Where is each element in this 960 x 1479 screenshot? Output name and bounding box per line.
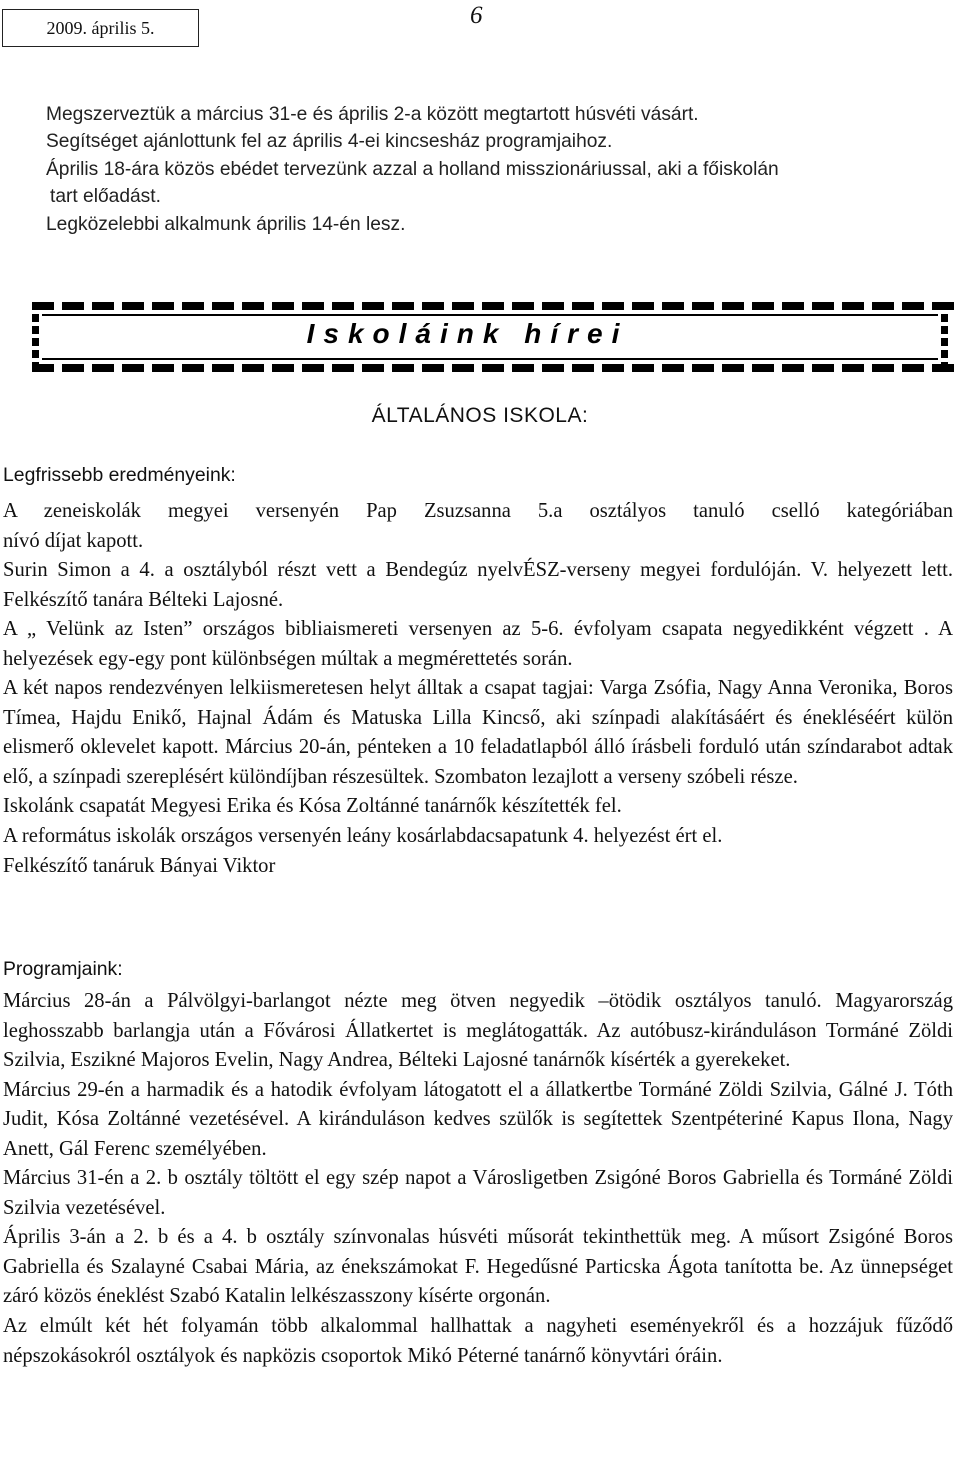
banner-dash <box>182 302 204 310</box>
banner-dash <box>872 364 894 372</box>
banner-dash <box>42 314 938 316</box>
programs-heading: Programjaink: <box>3 958 123 980</box>
banner-dash <box>392 364 414 372</box>
banner-dash <box>362 302 384 310</box>
banner-dash <box>482 364 504 372</box>
banner-dash <box>662 364 684 372</box>
banner-dash <box>92 302 114 310</box>
paragraph: A „ Velünk az Isten” országos bibliaismereti versenyen az 5-6. évfolyam csapata negyedikként végzett . A helyezések egy-egy pont különbségen múltak a megmérettetés során. <box>3 618 953 670</box>
banner-dash <box>842 302 864 310</box>
paragraph: Surin Simon a 4. a osztályból részt vett a Bendegúz nyelvÉSZ-verseny megyei fordulóján. V. helyezett lett. Felkészítő tanára Bélteki Lajosné. <box>3 559 953 611</box>
banner-dash <box>332 302 354 310</box>
banner-dash <box>752 364 774 372</box>
banner-dash <box>242 364 264 372</box>
results-heading: Legfrissebb eredményeink: <box>3 464 236 486</box>
banner-dash <box>941 338 948 346</box>
date-box <box>2 9 199 47</box>
banner-dash <box>632 302 654 310</box>
banner-dash <box>842 364 864 372</box>
banner-dash <box>272 302 294 310</box>
paragraph: Felkészítő tanáruk Bányai Viktor <box>3 854 276 877</box>
banner-dash <box>941 314 948 322</box>
banner-dash <box>452 302 474 310</box>
banner-dash <box>212 302 234 310</box>
banner-dash <box>722 364 744 372</box>
paragraph: Április 3-án a 2. b és a 4. b osztály színvonalas húsvéti műsorát tekinthettük meg. A műsort Zsigóné Boros Gabriella és Szalayné Csabai Mária, az énekszámokat F. Hegedűsné Particska Ágota tanította be. Az ünnepséget záró közös éneklést Szabó Katalin lelkészasszony kísérte orgonán. <box>3 1226 953 1308</box>
banner-dash <box>602 302 624 310</box>
banner-dash <box>32 362 39 370</box>
paragraph: A zeneiskolák megyei versenyén Pap Zsuzsanna 5.a osztályos tanuló cselló kategóriában <box>3 500 953 522</box>
banner-dash <box>272 364 294 372</box>
page-number: 6 <box>470 2 483 29</box>
banner-dash <box>662 302 684 310</box>
banner-dash <box>32 302 39 310</box>
banner-dash <box>392 302 414 310</box>
school-heading: ÁLTALÁNOS ISKOLA: <box>371 404 589 427</box>
paragraph: Március 31-én a 2. b osztály töltött el egy szép napot a Városligetben Zsigóné Boros Gabriella és Tormáné Zöldi Szilvia vezetésével. <box>3 1167 953 1219</box>
banner-dash <box>302 302 324 310</box>
banner-dash <box>122 302 144 310</box>
banner-dash <box>422 302 444 310</box>
banner-dash <box>182 364 204 372</box>
paragraph: Március 29-én a harmadik és a hatodik évfolyam látogatott el a állatkertbe Tormáné Zöldi Szilvia, Gálné J. Tóth Judit, Kósa Zoltánné vezetésével. A kiránduláson kedves szülők is segítettek Szentpéteriné Kapus Ilona, Nagy Anett, Gál Ferenc személyében. <box>3 1078 953 1160</box>
banner-dash <box>572 302 594 310</box>
banner-dash <box>62 364 84 372</box>
banner-dash <box>362 364 384 372</box>
banner-dash <box>452 364 474 372</box>
banner-dash <box>482 302 504 310</box>
banner-dash <box>572 364 594 372</box>
banner-dash <box>782 302 804 310</box>
banner-dash <box>302 364 324 372</box>
banner-dash <box>812 302 834 310</box>
banner-dash <box>902 302 924 310</box>
banner-dash <box>422 364 444 372</box>
banner-dash <box>152 302 174 310</box>
programs-section <box>3 987 953 1371</box>
banner-dash <box>941 350 948 358</box>
paragraph: A két napos rendezvényen lelkiismeretesen helyt álltak a csapat tagjai: Varga Zsófia, Nagy Anna Veronika, Boros Tímea, Hajdu Enikő, Hajnal Ádám és Matuska Lilla Kincső, aki színpadi alakításáért és énekléséért külön elismerő oklevelet kapott. Március 20-án, pénteken a 10 feladatlapból álló írásbeli forduló után színdarabot adtak elő, a színpadi szereplésért különdíjban részesültek. Szombaton lezajlott a verseny szóbeli része. <box>3 677 953 788</box>
banner-dash <box>62 302 84 310</box>
paragraph: Iskolánk csapatát Megyesi Erika és Kósa Zoltánné tanárnők készítették fel. <box>3 795 622 818</box>
banner-dash <box>152 364 174 372</box>
banner-dash <box>602 364 624 372</box>
banner-dash <box>812 364 834 372</box>
banner-dash <box>42 358 938 360</box>
banner-dash <box>512 302 534 310</box>
banner-dash <box>941 326 948 334</box>
banner-dash <box>332 364 354 372</box>
intro-line: Segítséget ajánlottunk fel az április 4-ei kincsesház programjaihoz. <box>46 131 613 153</box>
banner-dash <box>692 302 714 310</box>
results-section <box>3 497 953 881</box>
issue-date: 2009. április 5. <box>46 17 155 38</box>
banner-dash <box>941 362 948 370</box>
banner-dash <box>752 302 774 310</box>
banner-title: Iskoláink hírei <box>306 318 629 349</box>
banner-dash <box>542 364 564 372</box>
banner-dash <box>782 364 804 372</box>
banner-dash <box>122 364 144 372</box>
paragraph: Az elmúlt két hét folyamán több alkalommal hallhattak a nagyheti eseményekről és a hozzájuk fűződő népszokásokról osztályok és napközis csoportok Mikó Péterné tanárnő könyvtári óráin. <box>3 1315 953 1367</box>
banner-dash <box>722 302 744 310</box>
paragraph: nívó díjat kapott. <box>3 529 144 552</box>
banner-dash <box>941 302 948 310</box>
banner-dash <box>32 350 39 358</box>
paragraph: Március 28-án a Pálvölgyi-barlangot nézte meg ötven negyedik –ötödik osztályos tanuló. Magyarország leghosszabb barlangja után a Fővárosi Állatkertet is meglátogatták. Az autóbusz-kiránduláson Tormáné Zöldi Szilvia, Eszikné Majoros Evelin, Nagy Andrea, Bélteki Lajosné tanárnők kísérték a gyerekeket. <box>3 990 953 1072</box>
banner-dash <box>632 364 654 372</box>
banner-dash <box>692 364 714 372</box>
banner-dash <box>512 364 534 372</box>
intro-section <box>46 101 951 238</box>
intro-line: Megszerveztük a március 31-e és április 2-a között megtartott húsvéti vásárt. <box>46 104 699 125</box>
banner-dash <box>242 302 264 310</box>
intro-line: tart előadást. <box>50 186 161 208</box>
paragraph: A református iskolák országos versenyén leány kosárlabdacsapatunk 4. helyezést ért el. <box>3 825 723 848</box>
intro-line: Április 18-ára közös ebédet tervezünk azzal a holland misszionáriussal, aki a főiskolán <box>46 158 779 180</box>
banner-dash <box>902 364 924 372</box>
banner-dash <box>872 302 894 310</box>
banner-dash <box>542 302 564 310</box>
intro-line: Legközelebbi alkalmunk április 14-én lesz. <box>46 213 406 235</box>
banner-dash <box>92 364 114 372</box>
banner-dash <box>212 364 234 372</box>
